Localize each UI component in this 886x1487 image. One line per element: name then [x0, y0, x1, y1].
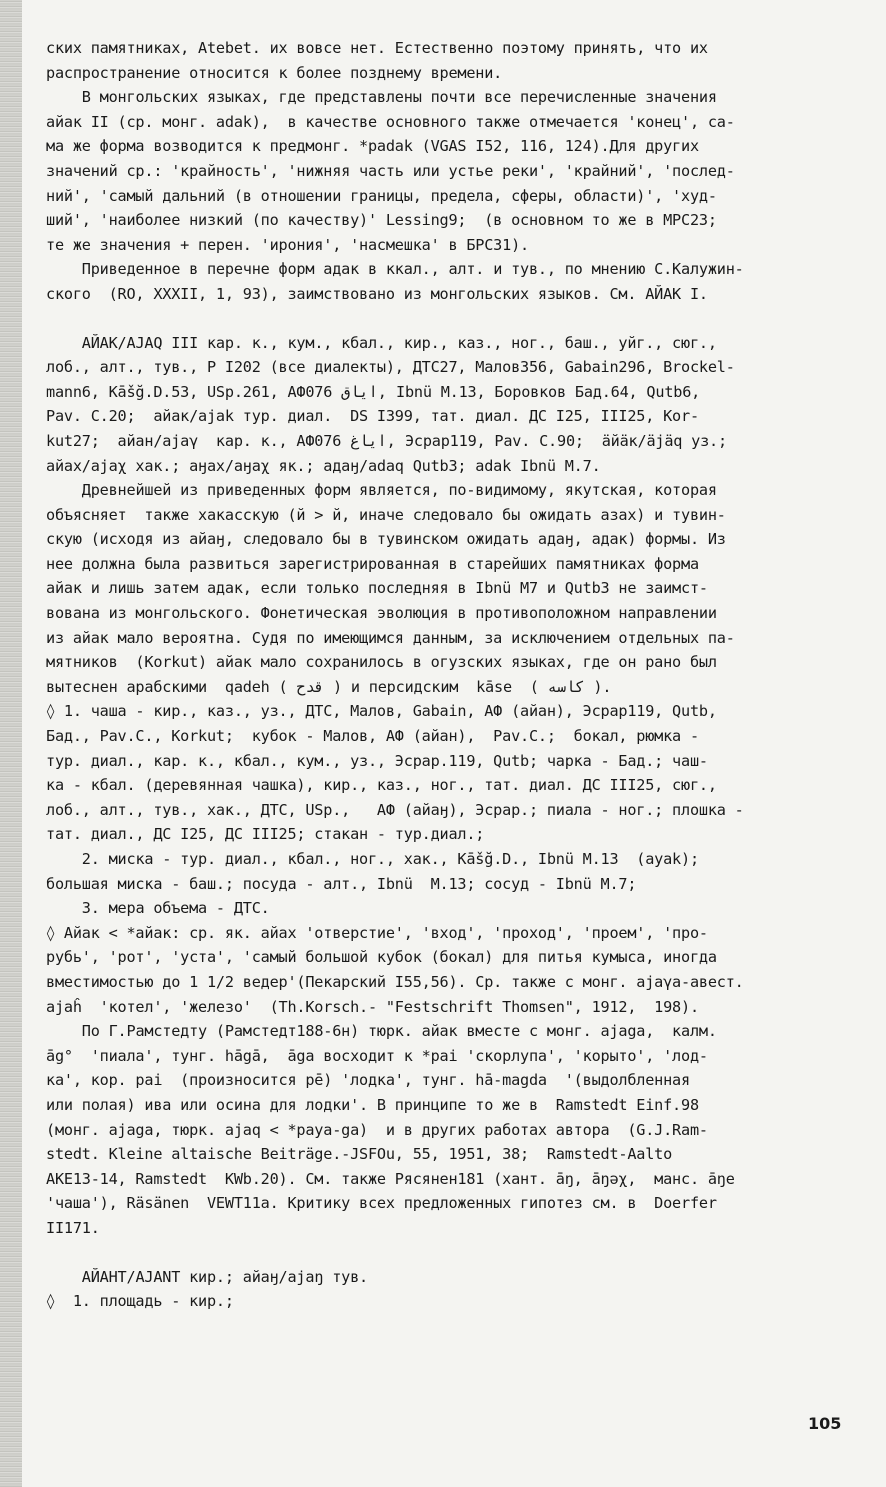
text-line: Древнейшей из приведенных форм является, по-видимому, якутская, которая [46, 481, 717, 500]
text-line: вована из монгольского. Фонетическая эволюция в противоположном направлении [46, 604, 717, 623]
text-line: Приведенное в перечне форм адак в ккал., алт. и тув., по мнению С.Калужин- [46, 260, 744, 279]
text-line: āg° 'пиала', тунг. hāgā, āga восходит к *pai 'скорлупа', 'корыто', 'лод- [46, 1046, 708, 1065]
text-line: значений ср.: 'крайность', 'нижняя часть или устье реки', 'крайний', 'послед- [46, 161, 735, 180]
text-line: kut27; айан/ajaγ кар. к., АФ076 ایاغ, Эсрар119, Pav. C.90; ӓйӓк/ӓjӓq уз.; [46, 431, 727, 450]
entry-heading-ajaq-iii: АЙАК/AJAQ III кар. к., кум., кбал., кир., каз., ног., баш., уйг., сюг., [46, 333, 717, 352]
text-line: лоб., алт., тув., Р I202 (все диалекты), ДТС27, Малов356, Gabain296, Brockel- [46, 358, 735, 377]
text-line: или полая) ива или осина для лодки'. В принципе то же в Ramstedt Einf.98 [46, 1095, 699, 1114]
text-line: mann6, Kāšğ.D.53, USp.261, АФ076 ایاق, Ibnü M.13, Боровков Бад.64, Qutb6, [46, 382, 701, 401]
meaning-2: 2. миска - тур. диал., кбал., ног., хак., Kāšğ.D., Ibnü M.13 (ayak); [46, 850, 699, 868]
section-gap [46, 307, 866, 331]
text-line: ка - кбал. (деревянная чашка), кир., каз., ног., тат. диал. ДС III25, сюг., [46, 776, 717, 795]
text-line: мятников (Korkut) айак мало сохранилось в огузских языках, где он рано был [46, 653, 717, 672]
text-line: из айак мало вероятна. Судя по имеющимся данным, за исключением отдельных па- [46, 628, 735, 647]
document-page [46, 36, 866, 1314]
text-line: рубь', 'рот', 'уста', 'самый большой кубок (бокал) для питья кумыса, иногда [46, 948, 717, 967]
text-line: ний', 'самый дальний (в отношении границы, предела, сферы, области)', 'худ- [46, 186, 717, 205]
scan-edge-shadow [0, 0, 22, 1487]
text-line: По Г.Рамстедту (Рамстедт188-6н) тюрк. айак вместе с монг. ajaga, калм. [46, 1022, 717, 1041]
text-line: айах/ajaχ хак.; аӈах/аӈаχ як.; адаӈ/adaq Qutb3; adak Ibnü M.7. [46, 456, 601, 475]
text-line: лоб., алт., тув., хак., ДТС, USp., АФ (айаӈ), Эсрар.; пиала - ног.; плошка - [46, 800, 744, 819]
text-line: вытеснен арабскими qadeh ( قدح ) и персидским kāse ( کاسه ). [46, 677, 612, 696]
text-line: II171. [46, 1218, 100, 1237]
text-line: распространение относится к более позднему времени. [46, 63, 503, 82]
text-line: AKE13-14, Ramstedt KWb.20). См. также Рясянен181 (хант. āŋ, āŋəχ, манс. āŋe [46, 1169, 735, 1188]
text-line: тур. диал., кар. к., кбал., кум., уз., Эсрар.119, Qutb; чарка - Бад.; чаш- [46, 751, 708, 770]
text-line: нее должна была развиться зарегистрированная в старейших памятниках форма [46, 554, 699, 573]
text-line: Бад., Pav.C., Korkut; кубок - Малов, АФ (айан), Pav.C.; бокал, рюмка - [46, 727, 699, 746]
text-line: большая миска - баш.; посуда - алт., Ibnü M.13; сосуд - Ibnü M.7; [46, 874, 637, 893]
text-line: 'чаша'), Räsänen VEWT11a. Критику всех предложенных гипотез см. в Doerfer [46, 1194, 717, 1213]
section-gap [46, 1241, 866, 1265]
text-line: те же значения + перен. 'ирония', 'насмешка' в БРС31). [46, 235, 529, 254]
text-line: ских памятниках, Atebet. их вовсе нет. Естественно поэтому принять, что их [46, 39, 708, 57]
text-line: Pav. C.20; айак/ajak тур. диал. DS I399, тат. диал. ДС I25, III25, Kor- [46, 407, 699, 426]
text-line: stedt. Kleine altaische Beiträge.-JSFOu, 55, 1951, 38; Ramstedt-Aalto [46, 1145, 673, 1164]
text-line: вместимостью до 1 1/2 ведер'(Пекарский I55,56). Ср. также с монг. ajaγa-авест. [46, 972, 744, 991]
text-line: ка', кор. pai (произносится pē) 'лодка', тунг. hā-magda '(выдолбленная [46, 1071, 690, 1090]
text-line: скую (исходя из айаӈ, следовало бы в тувинском ожидать адаӈ, адак) формы. Из [46, 530, 726, 549]
text-line: ма же форма возводится к предмонг. *padak (VGAS I52, 116, 124).Для других [46, 137, 699, 156]
text-line: тат. диал., ДС I25, ДС III25; стакан - тур.диал.; [46, 825, 485, 844]
text-line: ший', 'наиболее низкий (по качеству)' Lessing9; (в основном то же в МРС23; [46, 211, 717, 230]
text-line: ajaĥ 'котел', 'железо' (Th.Korsch.- "Festschrift Thomsen", 1912, 198). [46, 997, 699, 1016]
text-line: В монгольских языках, где представлены почти все перечисленные значения [46, 88, 717, 107]
text-line: объясняет также хакасскую (й > й, иначе следовало бы ожидать азах) и тувин- [46, 505, 726, 524]
text-line: айак и лишь затем адак, если только последняя в Ibnü M7 и Qutb3 не заимст- [46, 579, 708, 598]
etymology-paragraph: ◊ Айак < *айак: ср. як. айах 'отверстие', 'вход', 'проход', 'проем', 'про- [46, 923, 708, 942]
entry-heading-ajant: АЙАНТ/AJANT кир.; айаӈ/ajaŋ тув. [46, 1267, 368, 1286]
text-line: айак II (ср. монг. adak), в качестве основного также отмечается 'конец', са- [46, 112, 735, 131]
page-number: 105 [808, 1414, 842, 1433]
text-line: ◊ 1. площадь - кир.; [46, 1292, 234, 1311]
text-line: (монг. ajaga, тюрк. ajaq < *paya-ga) и в других работах автора (G.J.Ram- [46, 1120, 708, 1139]
meaning-3: 3. мера объема - ДТС. [46, 899, 270, 918]
text-line: ского (RO, XXXII, 1, 93), заимствовано из монгольских языков. См. АЙАК I. [46, 284, 708, 303]
meaning-1: ◊ 1. чаша - кир., каз., уз., ДТС, Малов, Gabain, АФ (айан), Эсрар119, Qutb, [46, 702, 717, 721]
